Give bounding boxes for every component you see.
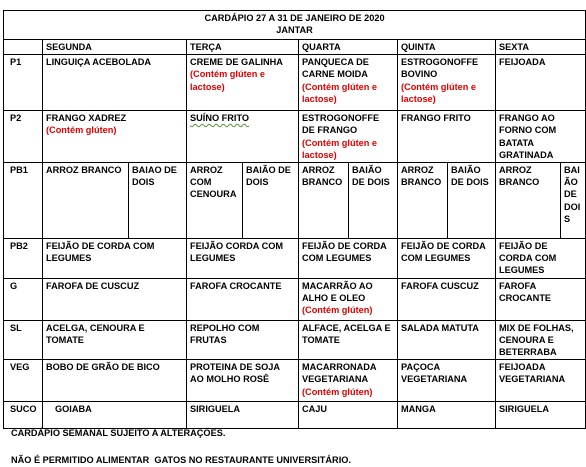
menu-cell — [187, 55, 299, 111]
menu-cell: BAIÃO DE DOIS — [448, 163, 496, 239]
row-code: SUCO — [4, 402, 43, 429]
menu-cell — [299, 55, 398, 111]
day-header-sexta: SEXTA — [496, 40, 586, 55]
allergen-note: (Contém glúten e lactose) — [190, 69, 266, 92]
table-row — [4, 278, 586, 320]
dish: MACARRONADA VEGETARIANA — [302, 362, 377, 385]
dish: ALFACE, ACELGA E TOMATE — [302, 322, 391, 345]
menu-cell — [496, 111, 586, 163]
menu-cell: FEIJÃO DE CORDA COM LEGUMES — [299, 239, 398, 279]
menu-cell — [299, 111, 398, 163]
menu-cell: ARROZ BRANCO — [398, 163, 448, 239]
dish: CREME DE GALINHA — [190, 57, 283, 68]
row-code: G — [4, 278, 43, 320]
menu-cell: GOIABA — [43, 402, 187, 429]
menu-cell — [299, 320, 398, 360]
menu-cell — [43, 55, 187, 111]
menu-cell — [299, 278, 398, 320]
menu-cell: BAIÃO DE DOIS — [561, 163, 586, 239]
menu-cell: PAÇOCA VEGETARIANA — [398, 360, 496, 402]
menu-cell: SALADA MATUTA — [398, 320, 496, 360]
menu-cell — [496, 55, 586, 111]
menu-cell: ACELGA, CENOURA E TOMATE — [43, 320, 187, 360]
menu-cell — [187, 111, 299, 163]
day-header-terca: TERÇA — [187, 40, 299, 55]
footer-notice-changes: CARDÁPIO SEMANAL SUJEITO A ALTERAÇÕES. — [11, 428, 226, 438]
footer-notice-cats: NÃO É PERMITIDO ALIMENTAR GATOS NO RESTAURANTE UNIVERSITÁRIO. — [11, 455, 351, 465]
allergen-note: (Contém glúten e lactose) — [401, 81, 477, 104]
menu-cell: ARROZ BRANCO — [496, 163, 561, 239]
menu-cell: FEIJÃO DE CORDA COM LEGUMES — [496, 239, 586, 279]
menu-cell: MIX DE FOLHAS, CENOURA E BETERRABA — [496, 320, 586, 360]
row-code: SL — [4, 320, 43, 360]
table-row — [4, 239, 586, 279]
menu-cell: FEIJOADA VEGETARIANA — [496, 360, 586, 402]
dish: PANQUECA DE CARNE MOIDA — [302, 57, 369, 80]
menu-cell: FEIJÃO CORDA COM LEGUMES — [187, 239, 299, 279]
menu-cell: ARROZ BRANCO — [43, 163, 129, 239]
allergen-note: (Contém glúten) — [302, 305, 373, 316]
menu-cell — [299, 360, 398, 402]
dish: FRANGO AO FORNO COM BATATA GRATINADA — [499, 113, 557, 160]
dish: FRANGO XADREZ — [46, 113, 127, 124]
menu-cell: REPOLHO COM FRUTAS — [187, 320, 299, 360]
row-code: P1 — [4, 55, 43, 111]
menu-title: CARDÁPIO 27 A 31 DE JANEIRO DE 2020 — [204, 13, 385, 23]
menu-cell: MANGA — [398, 402, 496, 429]
allergen-note: (Contém glúten) — [46, 125, 117, 136]
menu-cell — [398, 55, 496, 111]
row-code: VEG — [4, 360, 43, 402]
allergen-note: (Contém glúten e lactose) — [302, 81, 378, 104]
menu-subtitle: JANTAR — [276, 25, 313, 36]
dish: MACARRÃO AO ALHO E OLEO — [302, 280, 373, 303]
menu-cell: FEIJÃO DE CORDA COM LEGUMES — [43, 239, 187, 279]
table-row — [4, 320, 586, 360]
allergen-note: (Contém glúten) — [302, 386, 373, 397]
menu-cell: BOBO DE GRÃO DE BICO — [43, 360, 187, 402]
menu-cell: FAROFA CROCANTE — [187, 278, 299, 320]
table-row — [4, 402, 586, 429]
row-code: P2 — [4, 111, 43, 163]
menu-cell: SIRIGUELA — [496, 402, 586, 429]
menu-cell: ARROZ BRANCO — [299, 163, 349, 239]
dish: ESTROGONOFFE DE FRANGO — [302, 113, 380, 136]
menu-cell: FEIJÃO DE CORDA COM LEGUMES — [398, 239, 496, 279]
menu-cell: FAROFA CUSCUZ — [398, 278, 496, 320]
menu-cell: BAIÃO DE DOIS — [243, 163, 299, 239]
table-row — [4, 163, 586, 239]
table-row — [4, 111, 586, 163]
menu-cell: ARROZ COM CENOURA — [187, 163, 243, 239]
day-header-segunda: SEGUNDA — [43, 40, 187, 55]
menu-cell: FAROFA DE CUSCUZ — [43, 278, 187, 320]
days-header-row — [4, 40, 586, 55]
dish: FRANGO FRITO — [401, 113, 471, 124]
dish: ESTROGONOFFE BOVINO — [401, 57, 479, 80]
table-row — [4, 55, 586, 111]
menu-cell — [43, 111, 187, 163]
menu-cell: SIRIGUELA — [187, 402, 299, 429]
title-row — [4, 11, 586, 40]
table-row — [4, 360, 586, 402]
dish: SUÍNO FRITO — [190, 113, 250, 124]
row-code: PB2 — [4, 239, 43, 279]
dish: FEIJOADA — [499, 57, 546, 68]
dish: LINGUIÇA ACEBOLADA — [46, 57, 151, 68]
menu-cell: BAIÃO DE DOIS — [349, 163, 398, 239]
day-header-quinta: QUINTA — [398, 40, 496, 55]
menu-cell: PROTEINA DE SOJA AO MOLHO ROSÊ — [187, 360, 299, 402]
menu-cell — [398, 111, 496, 163]
row-code: PB1 — [4, 163, 43, 239]
menu-cell: BAIAO DE DOIS — [129, 163, 187, 239]
allergen-note: (Contém glúten e lactose) — [302, 137, 378, 160]
day-header-quarta: QUARTA — [299, 40, 398, 55]
corner-cell — [4, 40, 43, 55]
menu-cell: FAROFA CROCANTE — [496, 278, 586, 320]
menu-table — [3, 10, 586, 429]
menu-cell: CAJU — [299, 402, 398, 429]
